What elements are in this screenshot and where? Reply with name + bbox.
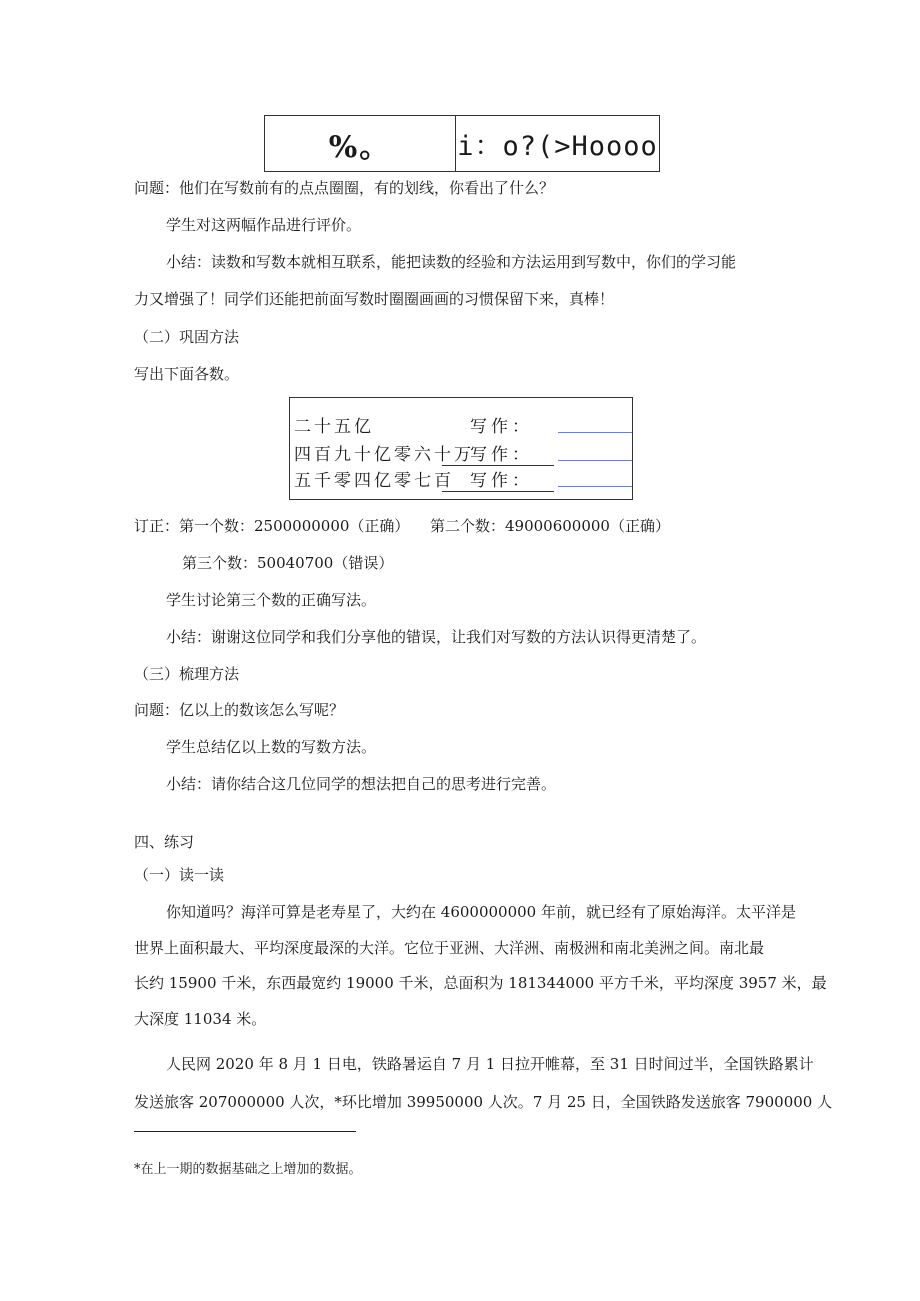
footnote-divider <box>134 1131 356 1132</box>
student-evaluation: 学生对这两幅作品进行评价。 <box>166 216 362 234</box>
example-cell-left: %。 <box>265 116 456 171</box>
part-heading-4: 四、练习 <box>134 833 195 851</box>
paragraph-2-line-2: 发送旅客 207000000 人次，*环比增加 39950000 人次。7 月 25 日，全国铁路发送旅客 7900000 人 <box>134 1093 833 1111</box>
paragraph-2-line-1: 人民网 2020 年 8 月 1 日电，铁路暑运自 7 月 1 日拉开帷幕，至 31 日时间过半，全国铁路累计 <box>166 1055 814 1073</box>
correction-1: 订正：第一个数：2500000000（正确） <box>134 517 410 535</box>
exercise-number-text: 五千零四亿零七百 <box>294 471 454 491</box>
subsection-read: （一）读一读 <box>134 866 225 884</box>
footnote: *在上一期的数据基础之上增加的数据。 <box>134 1162 362 1177</box>
summary-1-line-2: 力又增强了！同学们还能把前面写数时圈圈画画的习惯保留下来，真棒！ <box>134 290 615 308</box>
paragraph-1-line-2: 世界上面积最大、平均深度最深的大洋。它位于亚洲、大洋洲、南极洲和南北美洲之间。南北最 <box>134 939 765 957</box>
correction-3: 第三个数：50040700（错误） <box>182 554 394 572</box>
answer-blank[interactable] <box>558 486 632 487</box>
exercise-row <box>290 464 632 490</box>
exercise-label: 写作： <box>442 466 554 492</box>
paragraph-1-line-1: 你知道吗？海洋可算是老寿星了，大约在 4600000000 年前，就已经有了原始海洋。太平洋是 <box>166 903 796 921</box>
exercise-row <box>290 410 632 436</box>
paragraph-1-line-3: 长约 15900 千米，东西最宽约 19000 千米，总面积为 181344000 平方千米，平均深度 3957 米，最 <box>134 974 827 992</box>
student-summary: 学生总结亿以上数的写数方法。 <box>166 738 377 756</box>
example-table <box>264 115 660 172</box>
answer-blank[interactable] <box>558 460 632 461</box>
exercise-box <box>289 397 633 500</box>
summary-1-line-1: 小结：读数和写数本就相互联系，能把读数的经验和方法运用到写数中，你们的学习能 <box>166 253 737 271</box>
question-2: 问题：亿以上的数该怎么写呢？ <box>134 701 345 719</box>
student-discussion: 学生讨论第三个数的正确写法。 <box>166 591 377 609</box>
section-heading-3: （三）梳理方法 <box>134 665 240 683</box>
summary-3: 小结：请你结合这几位同学的想法把自己的思考进行完善。 <box>166 775 557 793</box>
answer-blank[interactable] <box>558 432 632 433</box>
exercise-number-text: 二十五亿 <box>294 417 374 437</box>
summary-2: 小结：谢谢这位同学和我们分享他的错误，让我们对写数的方法认识得更清楚了。 <box>166 628 707 646</box>
task-instruction: 写出下面各数。 <box>134 365 240 383</box>
question-1: 问题：他们在写数前有的点点圈圈，有的划线，你看出了什么？ <box>134 179 555 197</box>
exercise-label: 写作： <box>442 440 554 466</box>
exercise-label: 写作： <box>470 417 533 437</box>
section-heading-2: （二）巩固方法 <box>134 328 240 346</box>
correction-2: 第二个数：49000600000（正确） <box>430 517 670 535</box>
paragraph-1-line-4: 大深度 11034 米。 <box>134 1010 267 1028</box>
exercise-number-text: 四百九十亿零六十万 <box>294 445 474 465</box>
exercise-row <box>290 438 632 464</box>
example-cell-right: i：o?(>Hoooo <box>457 131 658 162</box>
